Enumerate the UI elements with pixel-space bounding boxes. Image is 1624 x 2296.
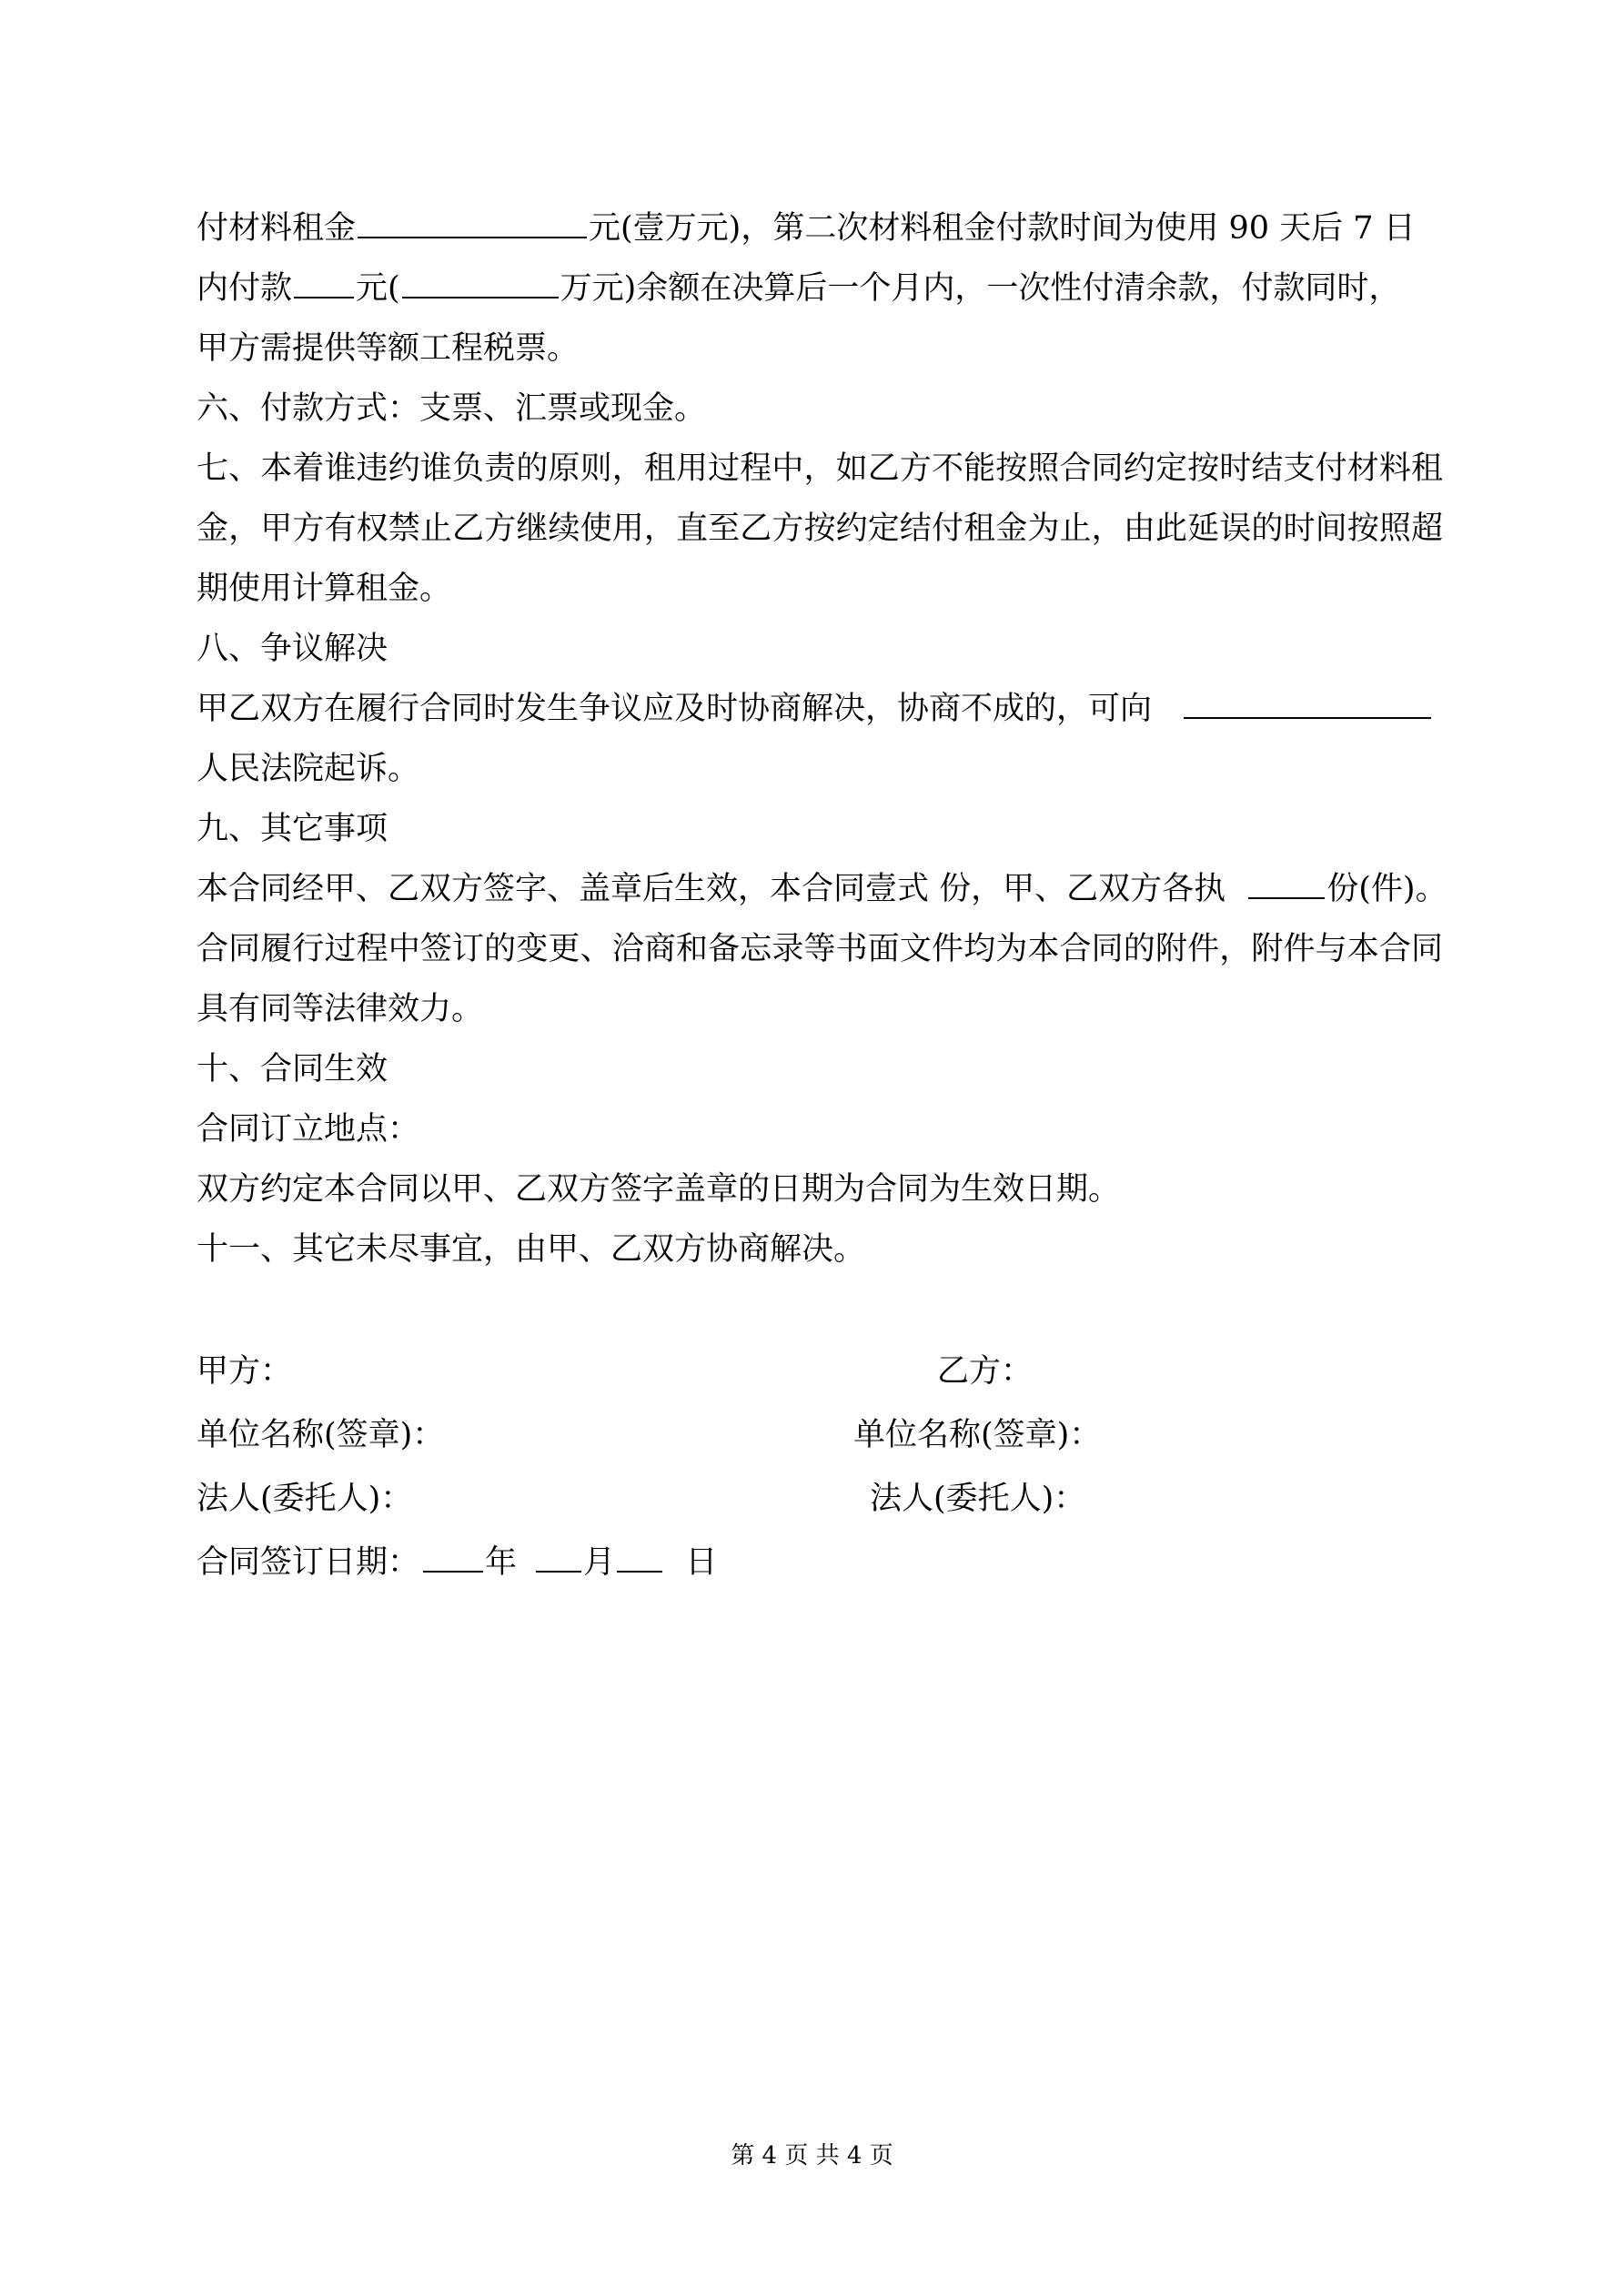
month-label: 月 bbox=[583, 1544, 616, 1581]
payment-text: 万元)余额在决算后一个月内，一次性付清余款，付款同时， bbox=[560, 270, 1401, 307]
payment-text: 元(壹万元)，第二次材料租金付款时间为使用 90 天后 7 日 bbox=[589, 210, 1416, 247]
clause-9-annex: 合同履行过程中签订的变更、洽商和备忘录等书面文件均为本合同的附件，附件与本合同具有同等法律效力。 bbox=[197, 931, 1443, 1027]
payment-clause bbox=[197, 198, 1443, 258]
payment-text: 付材料租金 bbox=[197, 210, 357, 247]
unit-b-label: 单位名称(签章)： bbox=[853, 1417, 1102, 1453]
signature-party-row bbox=[197, 1340, 1443, 1403]
party-a-label: 甲方： bbox=[197, 1353, 293, 1390]
clause-8-title: 八、争议解决 bbox=[197, 631, 388, 667]
dispute-text: 甲乙双方在履行合同时发生争议应及时协商解决，协商不成的，可向 bbox=[197, 691, 1153, 727]
copies-blank bbox=[1248, 870, 1325, 899]
payment-text: 内付款 bbox=[197, 270, 293, 307]
clause-10-title: 十、合同生效 bbox=[197, 1051, 388, 1087]
contract-place: 合同订立地点： bbox=[197, 1111, 420, 1148]
clause-11: 十一、其它未尽事宜，由甲、乙双方协商解决。 bbox=[197, 1231, 866, 1268]
page-number-footer: 第 4 页 共 4 页 bbox=[731, 2142, 893, 2170]
clause-6: 六、付款方式：支票、汇票或现金。 bbox=[197, 390, 707, 427]
clause-8-text: 人民法院起诉。 bbox=[197, 751, 420, 787]
month-blank bbox=[536, 1543, 581, 1573]
legal-b-label: 法人(委托人)： bbox=[870, 1481, 1086, 1517]
copies-text: 份(件)。 bbox=[1326, 871, 1447, 907]
clause-7: 七、本着谁违约谁负责的原则，租用过程中，如乙方不能按照合同约定按时结支付材料租金，甲方有权禁止乙方继续使用，直至乙方按约定结付租金为止，由此延误的时间按照超期使用计算租金。 bbox=[197, 450, 1443, 607]
signature-unit-row bbox=[197, 1403, 1443, 1467]
amount-blank bbox=[294, 269, 354, 298]
amount-blank bbox=[358, 209, 587, 238]
payment-text: 元( bbox=[356, 270, 400, 307]
date-label: 合同签订日期： bbox=[197, 1544, 420, 1581]
spacer bbox=[197, 1279, 1443, 1340]
year-label: 年 bbox=[485, 1544, 518, 1581]
day-label: 日 bbox=[685, 1544, 718, 1581]
day-blank bbox=[617, 1543, 662, 1573]
unit-a-label: 单位名称(签章)： bbox=[197, 1417, 445, 1453]
party-b-label: 乙方： bbox=[937, 1353, 1034, 1390]
contract-body bbox=[197, 198, 1447, 1594]
payment-clause: 甲方需提供等额工程税票。 bbox=[197, 330, 580, 367]
payment-clause bbox=[197, 258, 1443, 319]
signing-date bbox=[197, 1531, 717, 1594]
clause-9-copies bbox=[197, 859, 1447, 919]
year-blank bbox=[423, 1543, 483, 1573]
effective-date-clause: 双方约定本合同以甲、乙双方签字盖章的日期为合同为生效日期。 bbox=[197, 1171, 1121, 1208]
clause-9-title: 九、其它事项 bbox=[197, 811, 388, 847]
court-blank bbox=[1184, 690, 1431, 719]
legal-a-label: 法人(委托人)： bbox=[197, 1481, 413, 1517]
copies-text: 本合同经甲、乙双方签字、盖章后生效，本合同壹式 份，甲、乙双方各执 bbox=[197, 871, 1226, 907]
amount-blank bbox=[402, 269, 559, 298]
clause-8-text bbox=[197, 679, 1443, 739]
signature-legal-row bbox=[197, 1467, 1443, 1531]
signature-date-row bbox=[197, 1531, 1443, 1594]
